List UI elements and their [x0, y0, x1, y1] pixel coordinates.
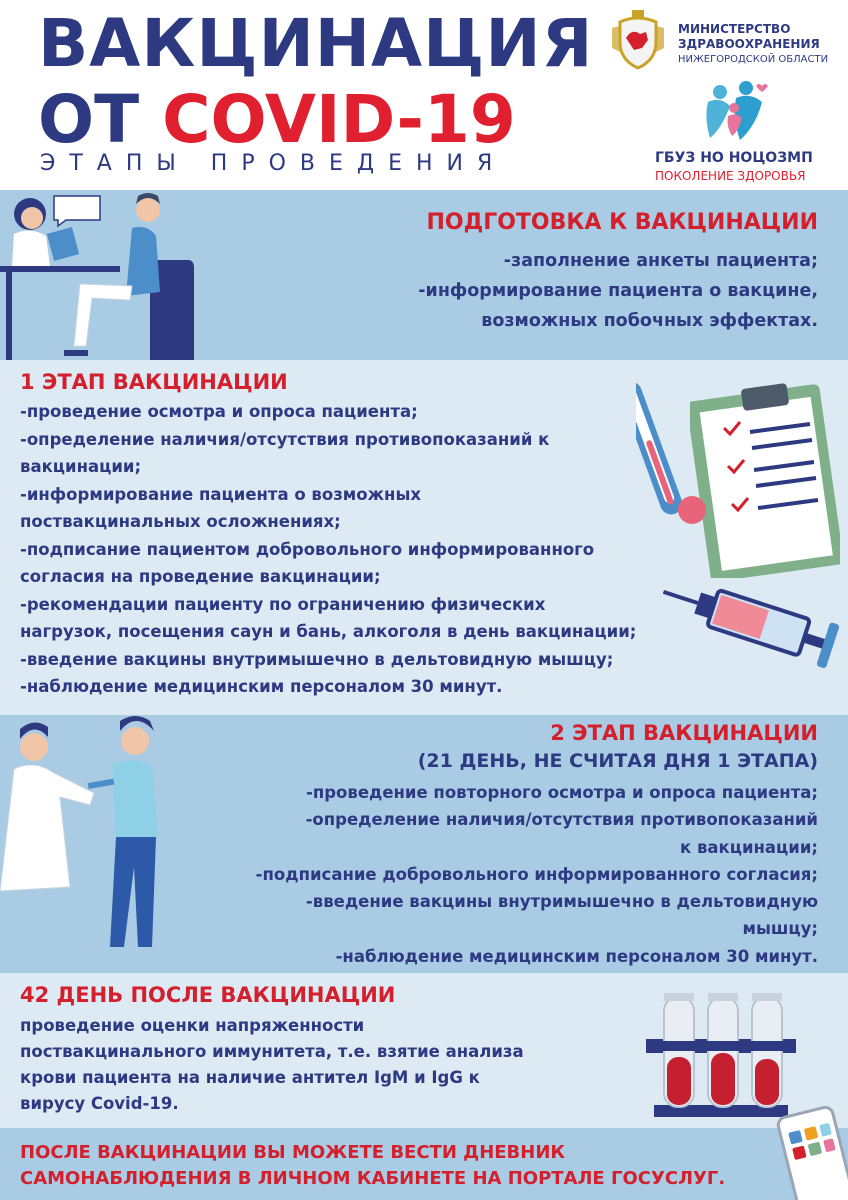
list-item: -наблюдение медицинским персоналом 30 минут.: [335, 946, 818, 966]
list-item: -проведение повторного осмотра и опроса пациента;: [305, 783, 818, 802]
page-subtitle: ЭТАПЫ ПРОВЕДЕНИЯ: [40, 151, 507, 176]
footer-line2: САМОНАБЛЮДЕНИЯ В ЛИЧНОМ КАБИНЕТЕ НА ПОРТАЛЕ ГОСУСЛУГ.: [20, 1168, 726, 1189]
ministry-line2: ЗДРАВООХРАНЕНИЯ: [678, 37, 820, 51]
section-preparation: [0, 190, 848, 360]
page-title-line1: ВАКЦИНАЦИЯ: [38, 5, 594, 82]
list-item: -наблюдение медицинским персоналом 30 минут.: [20, 677, 503, 696]
day42-text: [20, 1013, 524, 1117]
list-item: -рекомендации пациенту по ограничению физических: [20, 594, 546, 614]
section-stage1: [0, 360, 848, 715]
ministry-line3: НИЖЕГОРОДСКОЙ ОБЛАСТИ: [678, 54, 829, 65]
list-item: к вакцинации;: [680, 837, 818, 857]
list-item: нагрузок, посещения саун и бань, алкоголя в день вакцинации;: [20, 622, 637, 641]
list-item: -определение наличия/отсутствия противопоказаний: [305, 810, 818, 830]
text-line: вирусу Covid-19.: [20, 1094, 179, 1113]
stage2-subtitle: (21 ДЕНЬ, НЕ СЧИТАЯ ДНЯ 1 ЭТАПА): [417, 750, 818, 772]
day42-title: 42 ДЕНЬ ПОСЛЕ ВАКЦИНАЦИИ: [20, 983, 396, 1007]
thermometer-icon: [636, 370, 726, 530]
list-item: согласия на проведение вакцинации;: [20, 567, 381, 586]
section-stage2: [0, 715, 848, 973]
title-ot: ОТ: [38, 81, 140, 158]
section-day42: [0, 973, 848, 1128]
page-title-line2: [38, 82, 516, 158]
ministry-name: [678, 22, 828, 67]
list-item: поствакцинальных осложнениях;: [20, 512, 341, 531]
syringe-icon: [655, 565, 845, 675]
text-line: проведение оценки напряженности: [20, 1016, 365, 1035]
list-item: -определение наличия/отсутствия противопоказаний к: [20, 429, 550, 449]
test-tubes-icon: [640, 987, 805, 1119]
list-item: -информирование пациента о возможных: [20, 484, 422, 504]
gbuz-slogan: ПОКОЛЕНИЕ ЗДОРОВЬЯ: [655, 169, 806, 183]
list-item: вакцинации;: [20, 457, 142, 476]
stage2-title: 2 ЭТАП ВАКЦИНАЦИИ: [550, 721, 818, 745]
stage2-list: [256, 779, 818, 970]
ministry-line1: МИНИСТЕРСТВО: [678, 22, 791, 36]
preparation-list: [418, 246, 818, 336]
smartphone-icon: [776, 1102, 848, 1200]
list-item: -заполнение анкеты пациента;: [503, 251, 818, 271]
footer-line1: ПОСЛЕ ВАКЦИНАЦИИ ВЫ МОЖЕТЕ ВЕСТИ ДНЕВНИК: [20, 1142, 566, 1163]
stage1-list: [20, 398, 636, 701]
preparation-title: ПОДГОТОВКА К ВАКЦИНАЦИИ: [426, 210, 818, 235]
title-covid: COVID-19: [162, 81, 516, 158]
list-item: -введение вакцины внутримышечно в дельтовидную мышцу;: [20, 649, 614, 669]
gbuz-name: ГБУЗ НО НОЦОЗМП: [655, 150, 813, 166]
list-item: -введение вакцины внутримышечно в дельтовидную: [305, 892, 818, 912]
text-line: крови пациента на наличие антител IgM и IgG к: [20, 1068, 480, 1087]
footer-text: [20, 1140, 725, 1192]
list-item: мышцу;: [742, 919, 818, 939]
doctor-injection-illustration: [0, 715, 190, 965]
list-item: -подписание пациентом добровольного информированного: [20, 539, 595, 559]
family-logo-icon: [700, 78, 772, 144]
coat-of-arms-icon: [606, 8, 670, 72]
text-line: поствакцинального иммунитета, т.е. взятие анализа: [20, 1042, 524, 1061]
doctor-consultation-illustration: [0, 190, 200, 360]
section-footer: [0, 1128, 848, 1200]
list-item: -информирование пациента о вакцине,: [418, 281, 818, 301]
list-item: -проведение осмотра и опроса пациента;: [20, 402, 418, 421]
list-item: -подписание добровольного информированного согласия;: [255, 864, 818, 884]
list-item: возможных побочных эффектах.: [481, 311, 818, 331]
stage1-title: 1 ЭТАП ВАКЦИНАЦИИ: [20, 370, 288, 394]
